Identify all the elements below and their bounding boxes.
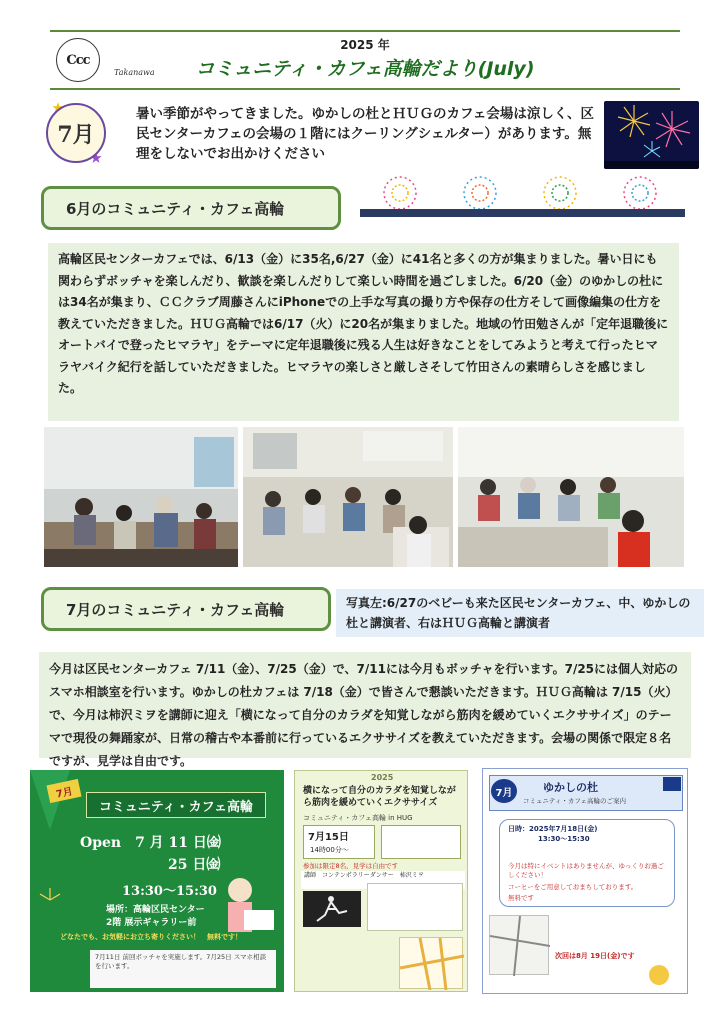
fireworks-banner — [360, 175, 685, 217]
photo-yukashi-cafe — [243, 427, 453, 567]
july-plan-text: 今月は区民センターカフェ 7/11（金）、7/25（金）で、7/11には今月もボッチャを行います。7/25には個人対応のスマホ相談室を行います。ゆかしの杜カフェは 7/18（金）で皆さんで懇談いただきます。ＨＵＧ高輪は 7/15（火）で、今月は柿沢ミヲを講師に迎え「横になって自分のカラダを知覚しながら筋肉を緩めていくエクササイズ」のテーマで現役の舞踊家が、日常の稽古や本番前に行っているエクササイズを教えていただきます。会場の関係で限定８名ですが、見学は自由です。 — [39, 652, 691, 758]
month-tag: 7月 — [46, 779, 81, 803]
flyer-center-cafe — [30, 770, 284, 992]
newsletter-year: 2025 年 — [340, 38, 390, 52]
fireworks-image — [604, 101, 699, 169]
firework-icon — [604, 101, 699, 169]
dancer-photo — [303, 891, 361, 927]
club-logo: Ccc — [56, 38, 100, 82]
page-header — [50, 30, 680, 90]
firework-icon — [360, 175, 685, 217]
flyer-hug-title: 横になって自分のカラダを知覚しながら筋肉を緩めていくエクササイズ — [303, 786, 456, 808]
flyer-highlight: どなたでも、お気軽にお立ち寄りください！ 無料です！ — [60, 933, 242, 941]
newsletter-title: コミュニティ・カフェ高輪だより(July) — [195, 58, 535, 80]
flyer-second-date: 25 日㈮ — [168, 857, 221, 873]
flyer-title: コミュニティ・カフェ高輪 — [86, 792, 266, 818]
month-tag: 7月 — [491, 779, 517, 803]
month-badge: 7月 — [46, 103, 106, 163]
flyer-yukashi-footer — [489, 915, 685, 991]
flyer-hug-instructor: 講師 コンテンポラリーダンサー 柿沢ミヲ — [301, 871, 465, 889]
photo-hug-takanawa — [458, 427, 684, 567]
flyer-yukashi-subtitle: コミュニティ・カフェ高輪のご案内 — [523, 797, 627, 805]
flyer-open-date: Open 7 月 11 日㈮ — [80, 835, 221, 851]
logo-subtitle: Takanawa — [114, 68, 155, 77]
flyer-hug-date-box: 7月15日 14時00分～ — [303, 825, 375, 859]
flyer-hug-exercise — [294, 770, 468, 992]
sun-icon — [649, 965, 669, 985]
flyer-yukashi-title: ゆかしの杜 — [543, 781, 598, 794]
flyer-hug-capacity: 参加は限定8名、見学は自由です — [303, 862, 399, 870]
flyer-hug-desc — [367, 883, 463, 931]
flyer-hug-venue-box — [381, 825, 461, 859]
flyer-yukashi-next: 次回は8月 19日(金)です — [555, 952, 635, 960]
intro-text: 暑い季節がやってきました。ゆかしの杜とＨＵＧのカフェ会場は涼しく、区民センターカフェの会場の１階にはクーリングシェルター）があります。無理をしないでお出かけください — [136, 106, 595, 162]
flyer-yukashi — [482, 768, 688, 994]
section-july-heading: 7月のコミュニティ・カフェ高輪 — [41, 587, 331, 631]
flyer-place: 場所：高輪区民センター 2階 展示ギャラリー前 — [106, 905, 205, 928]
flyer-time: 13:30～15:30 — [122, 884, 217, 899]
map-image — [489, 915, 549, 975]
photo-center-cafe — [44, 427, 238, 567]
crown-icon — [663, 777, 681, 791]
flyer-hug-year: 2025 — [371, 773, 394, 782]
section-june-heading: 6月のコミュニティ・カフェ高輪 — [41, 186, 341, 230]
flyer-note: 7月11日 前回ボッチャを実施します。7月25日 スマホ相談を行います。 — [90, 950, 276, 988]
flyer-yukashi-info: 日時：2025年7月18日(金) 13:30～15:30 今月は特にイベントはありませんが、ゆっくりお過ごしください！ コーヒーをご用意しておまちしております。 無料です — [499, 819, 675, 907]
map-image — [399, 937, 463, 989]
photo-caption: 写真左:6/27のベビーも来た区民センターカフェ、中、ゆかしの杜と講演者、右はＨＵＧ高輪と講演者 — [336, 589, 704, 637]
june-report-text: 高輪区民センターカフェでは、6/13（金）に35名,6/27（金）に41名と多くの方が集まりました。暑い日にも関わらずボッチャを楽しんだり、歓談を楽しんだりして楽しい時間を過ごしました。6/20（金）のゆかしの杜には34名が集まり、ＣＣクラブ周藤さんにiPhoneでの上手な写真の撮り方や保存の仕方そして画像編集の仕方を教えていただきました。ＨＵＧ高輪では6/17（火）に20名が集まりました。地域の竹田勉さんが「定年退職後にオートバイで登ったヒマラヤ」をテーマに定年退職後に残る人生は好きなことをしてみようと考えて行ったヒマラヤバイク紀行を話していただきました。ヒマラヤの楽しさと厳しさそして竹田さんの素晴らしさを感じました。 — [48, 243, 679, 421]
flyer-hug-subtitle: コミュニティ・カフェ高輪 in HUG — [303, 814, 413, 822]
